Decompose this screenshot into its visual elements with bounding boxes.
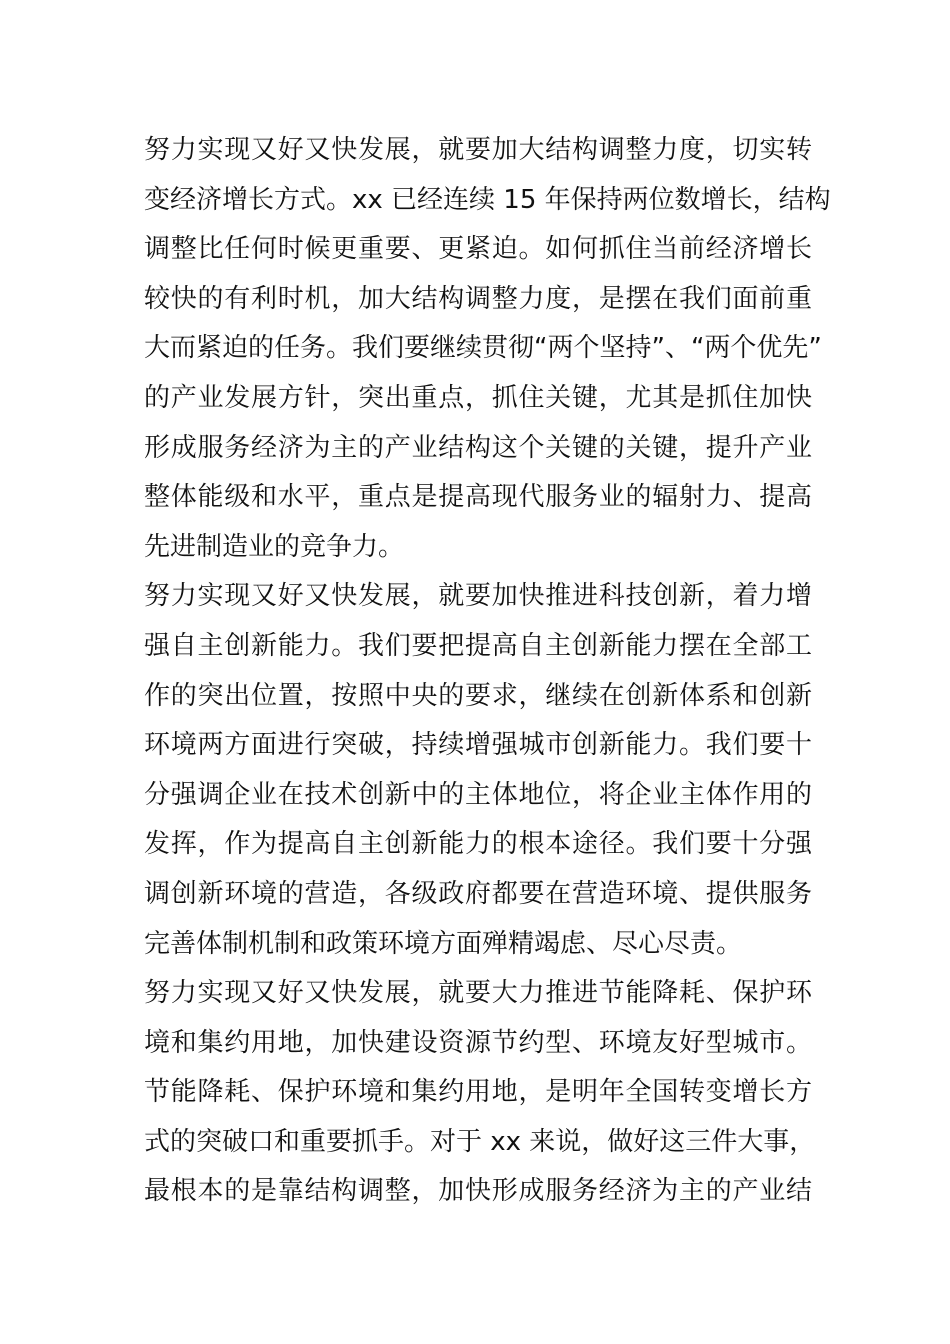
- text-line: 的产业发展方针，突出重点，抓住关键，尤其是抓住加快: [144, 382, 812, 413]
- text-line: 大而紧迫的任务。我们要继续贯彻“两个坚持”、“两个优先”: [144, 333, 822, 364]
- text-line: 最根本的是靠结构调整，加快形成服务经济为主的产业结: [144, 1176, 812, 1207]
- text-line: 式的突破口和重要抓手。对于 xx 来说，做好这三件大事，: [144, 1126, 816, 1157]
- text-line: 整体能级和水平，重点是提高现代服务业的辐射力、提高: [144, 482, 812, 513]
- text-line: 环境两方面进行突破，持续增强城市创新能力。我们要十: [144, 730, 812, 761]
- paragraph: [144, 572, 812, 969]
- paragraph: [144, 969, 816, 1217]
- text-line: 先进制造业的竞争力。: [144, 531, 405, 562]
- text-line: 境和集约用地，加快建设资源节约型、环境友好型城市。: [144, 1027, 812, 1058]
- text-line: 调创新环境的营造，各级政府都要在营造环境、提供服务: [144, 878, 812, 909]
- text-line: 分强调企业在技术创新中的主体地位，将企业主体作用的: [144, 779, 812, 810]
- text-line: 强自主创新能力。我们要把提高自主创新能力摆在全部工: [144, 630, 812, 661]
- text-line: 调整比任何时候更重要、更紧迫。如何抓住当前经济增长: [144, 234, 812, 265]
- text-line: 变经济增长方式。xx 已经连续 15 年保持两位数增长，结构: [144, 184, 831, 215]
- text-line: 发挥，作为提高自主创新能力的根本途径。我们要十分强: [144, 829, 812, 860]
- text-line: 努力实现又好又快发展，就要加快推进科技创新，着力增: [144, 581, 812, 612]
- text-line: 形成服务经济为主的产业结构这个关键的关键，提升产业: [144, 432, 812, 463]
- text-line: 努力实现又好又快发展，就要大力推进节能降耗、保护环: [144, 978, 812, 1009]
- text-line: 完善体制机制和政策环境方面殚精竭虑、尽心尽责。: [144, 928, 743, 959]
- text-line: 努力实现又好又快发展，就要加大结构调整力度，切实转: [144, 135, 812, 165]
- paragraph: [144, 126, 831, 572]
- document-body: [144, 126, 831, 1217]
- text-line: 作的突出位置，按照中央的要求，继续在创新体系和创新: [144, 680, 812, 711]
- text-line: 节能降耗、保护环境和集约用地，是明年全国转变增长方: [144, 1077, 812, 1108]
- text-line: 较快的有利时机，加大结构调整力度，是摆在我们面前重: [144, 283, 812, 314]
